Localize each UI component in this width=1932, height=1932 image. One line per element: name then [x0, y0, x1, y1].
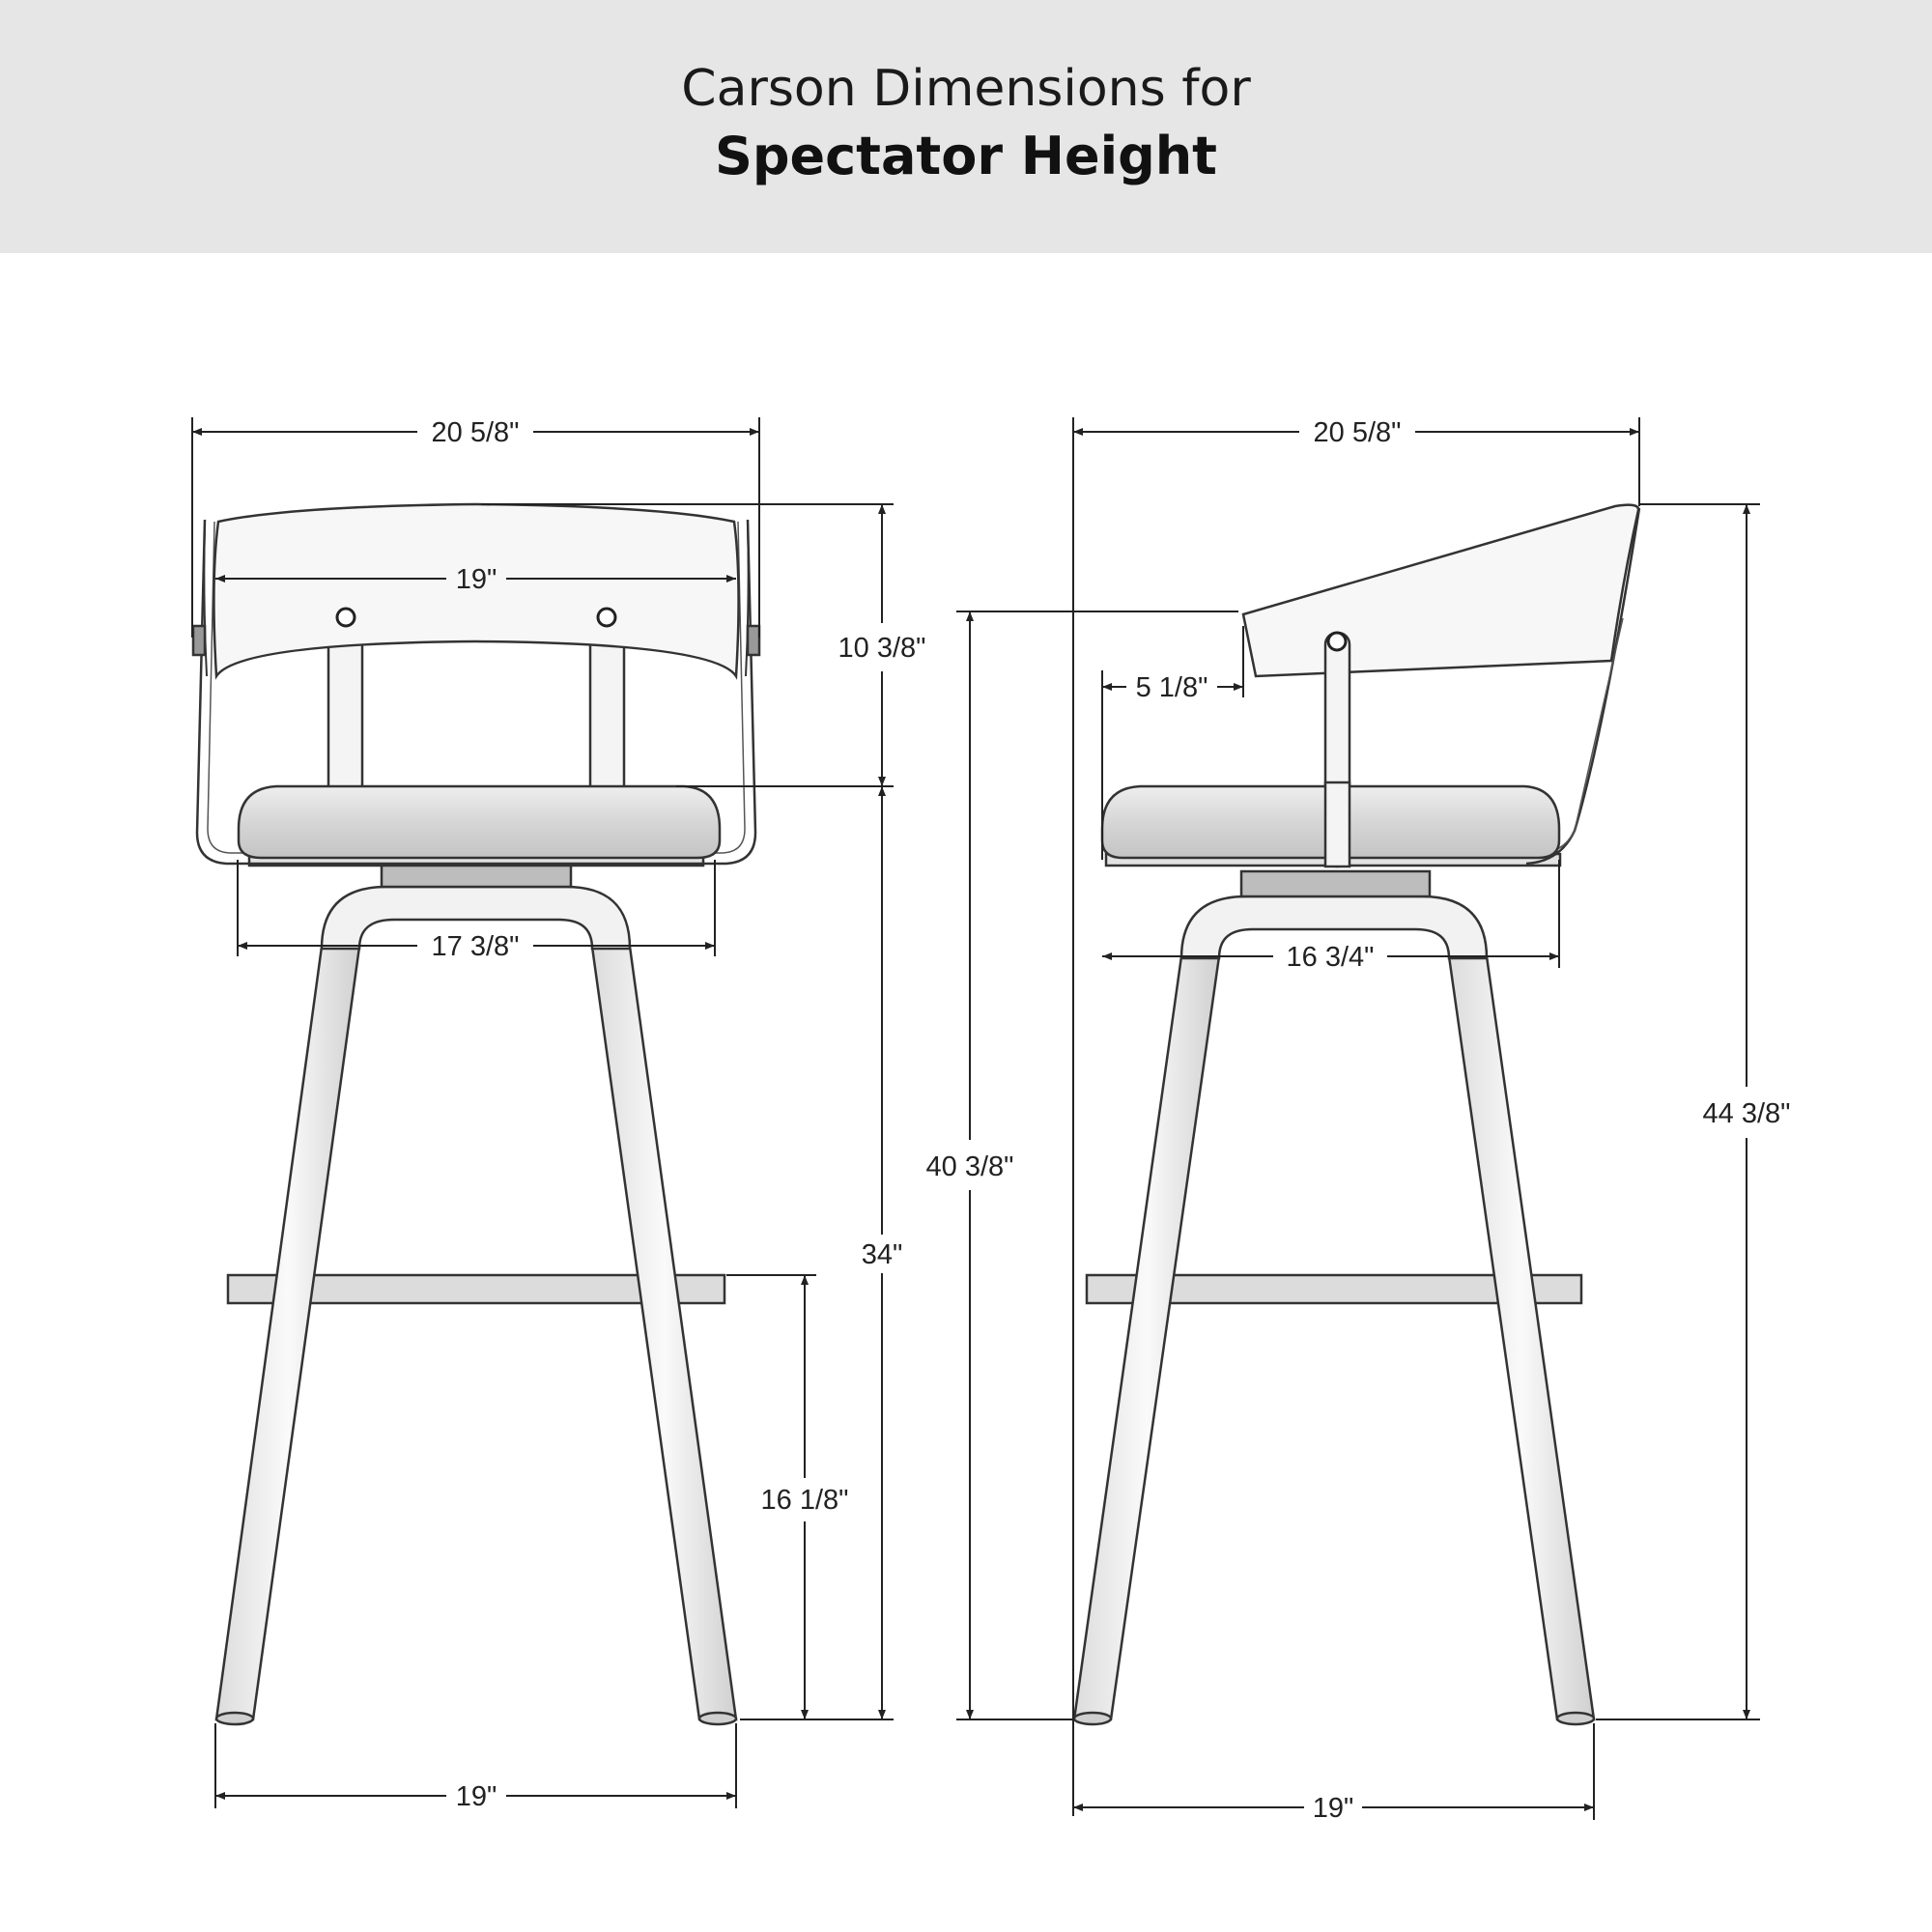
side-overall-depth-label: 20 5/8" [1313, 417, 1402, 448]
title-line-1: Carson Dimensions for [681, 60, 1251, 118]
side-base-depth-label: 19" [1312, 1793, 1354, 1824]
front-backrest-width-label: 19" [455, 564, 497, 595]
side-overall-height-label: 44 3/8" [1702, 1098, 1791, 1129]
front-view-stool [193, 504, 759, 1724]
front-seat-width-label: 17 3/8" [431, 931, 520, 962]
title-line-2: Spectator Height [714, 126, 1217, 186]
side-armrest-offset-label: 5 1/8" [1135, 672, 1208, 703]
side-right-leg [1449, 956, 1594, 1719]
side-armrest-panel [1243, 505, 1638, 676]
front-footrest-height-label: 16 1/8" [760, 1485, 849, 1516]
front-seat-height-label: 34" [861, 1239, 903, 1270]
side-left-leg [1074, 956, 1219, 1719]
front-right-leg [592, 947, 736, 1719]
front-left-leg [216, 947, 359, 1719]
side-armrest-height-label: 40 3/8" [925, 1151, 1014, 1182]
front-backrest-height-label: 10 3/8" [838, 633, 926, 664]
side-seat-depth-label: 16 3/4" [1286, 942, 1375, 973]
front-base-width-label: 19" [455, 1781, 497, 1812]
front-overall-width-label: 20 5/8" [431, 417, 520, 448]
front-seat-cushion [239, 786, 720, 858]
